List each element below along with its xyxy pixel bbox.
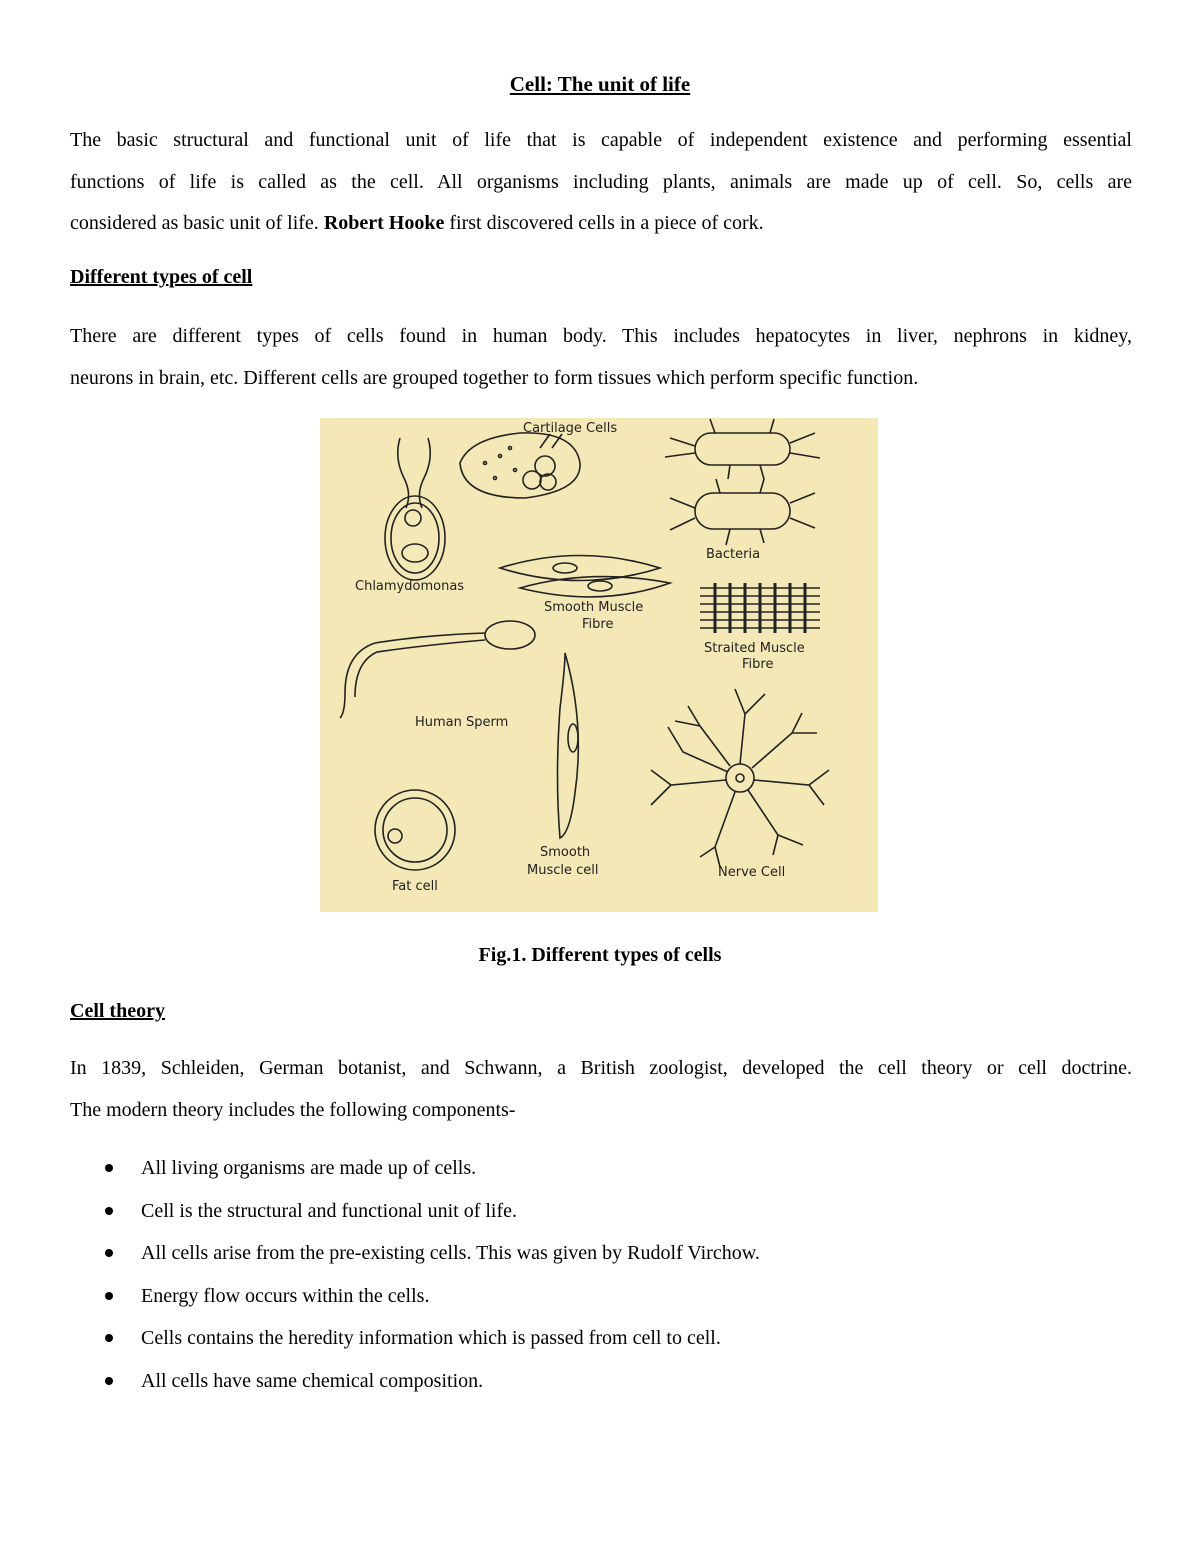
list-item-text: All cells have same chemical composition. xyxy=(141,1369,484,1392)
label-smooth-muscle-fibre-2: Fibre xyxy=(582,617,614,632)
label-smooth-muscle-cell: Smooth xyxy=(540,845,591,860)
list-item xyxy=(105,1320,760,1363)
cell-types-illustration xyxy=(320,418,878,912)
label-striated-muscle-2: Fibre xyxy=(742,657,774,672)
cartilage-drawing xyxy=(460,433,580,498)
list-item-text: Cell is the structural and functional unit of life. xyxy=(141,1199,518,1222)
bullet-icon xyxy=(105,1249,113,1257)
bullet-icon xyxy=(105,1377,113,1385)
label-cartilage-cells: Cartilage Cells xyxy=(523,421,618,436)
label-smooth-muscle-fibre: Smooth Muscle xyxy=(544,600,644,615)
human-sperm-drawing xyxy=(340,621,535,718)
list-item-text: Cells contains the heredity information which is passed from cell to cell. xyxy=(141,1327,721,1349)
label-chlamydomonas: Chlamydomonas xyxy=(355,579,465,594)
intro-line-2: functions of life is called as the cell. All organisms including plants, animals are made up of cell. So, cells are xyxy=(70,170,1132,193)
striated-muscle-drawing xyxy=(700,583,820,633)
label-fat-cell: Fat cell xyxy=(392,879,438,894)
list-item-text: Energy flow occurs within the cells. xyxy=(141,1284,430,1307)
cell-theory-line-1: In 1839, Schleiden, German botanist, and Schwann, a British zoologist, developed the cell theory or cell doctrine. xyxy=(70,1057,1132,1079)
list-item xyxy=(105,1363,760,1406)
label-striated-muscle: Straited Muscle xyxy=(704,641,805,656)
list-item xyxy=(105,1150,760,1193)
page-title: Cell: The unit of life xyxy=(509,72,691,96)
section-heading-cell-theory: Cell theory xyxy=(70,1000,165,1022)
section-heading-types: Different types of cell xyxy=(70,266,253,288)
bullet-icon xyxy=(105,1334,113,1342)
fat-cell-drawing xyxy=(375,790,455,870)
intro-paragraph xyxy=(70,120,1132,245)
smooth-muscle-cell-drawing xyxy=(558,653,579,838)
cell-theory-list xyxy=(105,1150,760,1405)
chlamydomonas-drawing xyxy=(385,438,445,580)
list-item xyxy=(105,1278,760,1321)
types-line-2: neurons in brain, etc. Different cells are grouped together to form tissues which perform specific function. xyxy=(70,366,919,389)
intro-line-1: The basic structural and functional unit of life that is capable of independent existence and performing essential xyxy=(70,129,1132,151)
intro-line-3 xyxy=(70,203,1132,245)
cell-theory-line-2: The modern theory includes the following components- xyxy=(70,1098,516,1121)
robert-hooke-name: Robert Hooke xyxy=(323,212,445,234)
label-bacteria: Bacteria xyxy=(706,547,761,562)
intro-line-3-rest: first discovered cells in a piece of cork. xyxy=(444,212,764,234)
bullet-icon xyxy=(105,1292,113,1300)
label-nerve-cell: Nerve Cell xyxy=(718,865,786,880)
smooth-muscle-fibre-drawing xyxy=(500,556,670,597)
list-item-text: All living organisms are made up of cells. xyxy=(141,1157,477,1179)
label-smooth-muscle-cell-2: Muscle cell xyxy=(527,863,599,878)
bullet-icon xyxy=(105,1207,113,1215)
nerve-cell-drawing xyxy=(651,689,829,867)
list-item xyxy=(105,1235,760,1278)
bacteria-drawing xyxy=(665,419,820,545)
figure-caption: Fig.1. Different types of cells xyxy=(478,944,722,966)
cell-theory-paragraph xyxy=(70,1048,1132,1131)
cell-types-figure xyxy=(320,418,878,912)
list-item xyxy=(105,1193,760,1236)
label-human-sperm: Human Sperm xyxy=(415,715,509,730)
intro-line-3-text: considered as basic unit of life. xyxy=(70,212,324,234)
bullet-icon xyxy=(105,1164,113,1172)
types-line-1: There are different types of cells found in human body. This includes hepatocytes in liver, nephrons in kidney, xyxy=(70,325,1132,347)
list-item-text: All cells arise from the pre-existing cells. This was given by Rudolf Virchow. xyxy=(141,1242,760,1264)
types-paragraph xyxy=(70,316,1132,399)
